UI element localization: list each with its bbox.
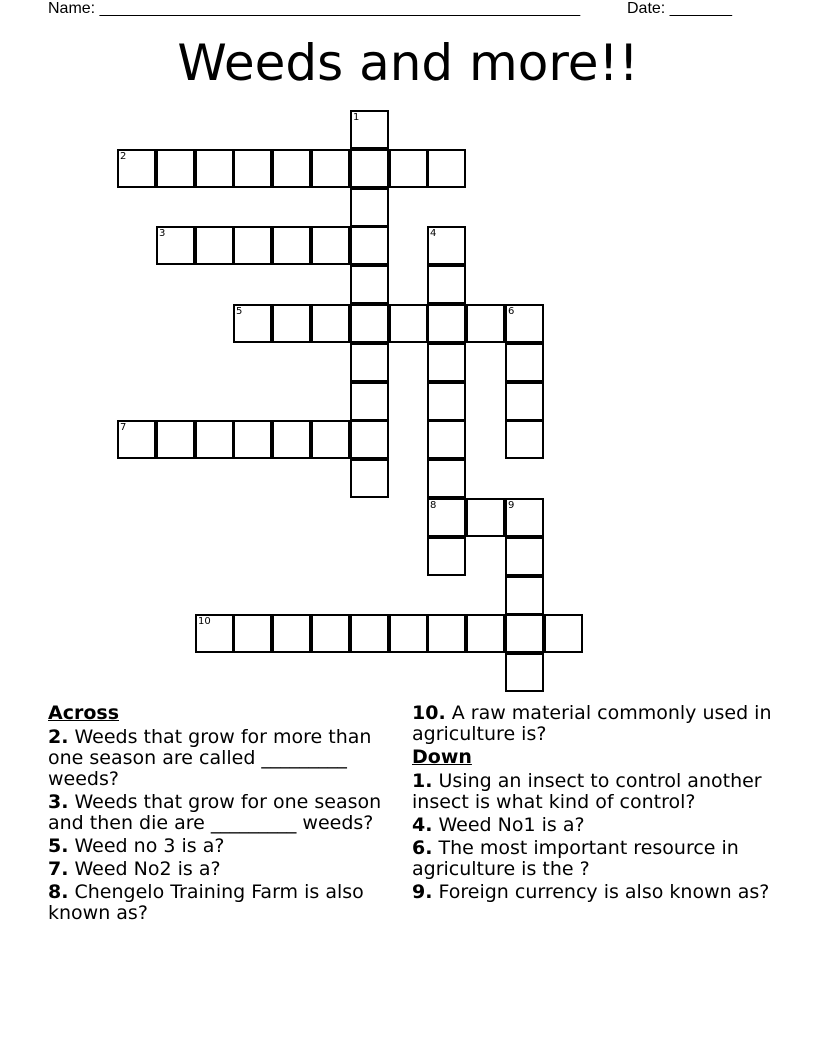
grid-cell[interactable] [505,498,544,537]
grid-cell[interactable] [350,420,389,459]
grid-cell[interactable] [427,614,466,653]
grid-cell[interactable] [195,420,234,459]
grid-cell[interactable] [427,459,466,498]
clue-text: Weeds that grow for more than one season are called _________ weeds? [48,726,372,790]
across-clue [48,727,393,790]
grid-cell[interactable] [233,226,272,265]
grid-cell[interactable] [389,614,428,653]
grid-cell[interactable] [233,614,272,653]
grid-cell[interactable] [389,149,428,188]
date-field-line: Date: _______ [627,0,732,17]
grid-cell[interactable] [466,498,505,537]
clue-number: 8. [48,881,69,903]
clue-number: 4. [412,814,433,836]
grid-cell[interactable] [156,226,195,265]
grid-cell[interactable] [427,420,466,459]
grid-cell[interactable] [505,343,544,382]
grid-cell[interactable] [195,614,234,653]
clue-text: The most important resource in agriculture is the ? [412,837,739,880]
across-clue [48,859,393,880]
clue-number: 1. [412,770,433,792]
grid-cell[interactable] [350,149,389,188]
cell-number: 6 [508,306,515,317]
cell-number: 3 [159,228,166,239]
grid-cell[interactable] [350,614,389,653]
grid-cell[interactable] [427,304,466,343]
grid-cell[interactable] [466,614,505,653]
grid-cell[interactable] [350,226,389,265]
clue-text: Chengelo Training Farm is also known as? [48,881,364,924]
grid-cell[interactable] [117,149,156,188]
grid-cell[interactable] [156,149,195,188]
grid-cell[interactable] [427,226,466,265]
clue-text: Using an insect to control another insect is what kind of control? [412,770,762,813]
down-heading: Down [412,746,472,768]
grid-cell[interactable] [311,226,350,265]
puzzle-title: Weeds and more!! [177,34,639,92]
across-clue [48,882,393,924]
clue-number: 10. [412,702,446,724]
clue-number: 3. [48,791,69,813]
grid-cell[interactable] [505,304,544,343]
cell-number: 7 [120,422,127,433]
cell-number: 8 [430,500,437,511]
down-clue [412,815,772,836]
grid-cell[interactable] [505,537,544,576]
grid-cell[interactable] [505,653,544,692]
grid-cell[interactable] [505,420,544,459]
across-clue [412,703,772,745]
grid-cell[interactable] [350,304,389,343]
grid-cell[interactable] [544,614,583,653]
grid-cell[interactable] [427,149,466,188]
grid-cell[interactable] [311,304,350,343]
name-field-line: Name: ______________________________________________________ [48,0,581,17]
cell-number: 5 [236,306,243,317]
grid-cell[interactable] [427,498,466,537]
cell-number: 2 [120,151,127,162]
clue-number: 7. [48,858,69,880]
clue-column-left [48,703,393,926]
clue-number: 2. [48,726,69,748]
cell-number: 4 [430,228,437,239]
cell-number: 1 [353,112,360,123]
down-clue [412,771,772,813]
grid-cell[interactable] [505,614,544,653]
clue-column-right [412,703,772,905]
clue-number: 6. [412,837,433,859]
grid-cell[interactable] [233,149,272,188]
grid-cell[interactable] [350,188,389,227]
grid-cell[interactable] [350,459,389,498]
clue-number: 5. [48,835,69,857]
grid-cell[interactable] [350,110,389,149]
clue-number: 9. [412,881,433,903]
grid-cell[interactable] [389,304,428,343]
across-clue [48,792,393,834]
clue-text: Foreign currency is also known as? [438,881,770,903]
grid-cell[interactable] [272,149,311,188]
grid-cell[interactable] [311,420,350,459]
across-clue [48,836,393,857]
cell-number: 10 [198,616,211,627]
grid-cell[interactable] [350,382,389,421]
grid-cell[interactable] [233,304,272,343]
grid-cell[interactable] [117,420,156,459]
grid-cell[interactable] [272,420,311,459]
grid-cell[interactable] [427,265,466,304]
grid-cell[interactable] [156,420,195,459]
grid-cell[interactable] [466,304,505,343]
down-clue [412,882,772,903]
cell-number: 9 [508,500,515,511]
grid-cell[interactable] [427,343,466,382]
grid-cell[interactable] [350,265,389,304]
grid-cell[interactable] [272,226,311,265]
grid-cell[interactable] [272,614,311,653]
clue-text: Weeds that grow for one season and then die are _________ weeds? [48,791,382,834]
down-clue [412,838,772,880]
grid-cell[interactable] [350,343,389,382]
grid-cell[interactable] [505,576,544,615]
grid-cell[interactable] [195,149,234,188]
clue-text: Weed No2 is a? [74,858,221,880]
grid-cell[interactable] [427,537,466,576]
grid-cell[interactable] [427,382,466,421]
across-heading: Across [48,702,120,724]
grid-cell[interactable] [311,149,350,188]
grid-cell[interactable] [195,226,234,265]
grid-cell[interactable] [505,382,544,421]
grid-cell[interactable] [272,304,311,343]
grid-cell[interactable] [233,420,272,459]
clue-text: Weed No1 is a? [438,814,585,836]
clue-text: Weed no 3 is a? [74,835,225,857]
grid-cell[interactable] [311,614,350,653]
clue-text: A raw material commonly used in agriculture is? [412,702,772,745]
